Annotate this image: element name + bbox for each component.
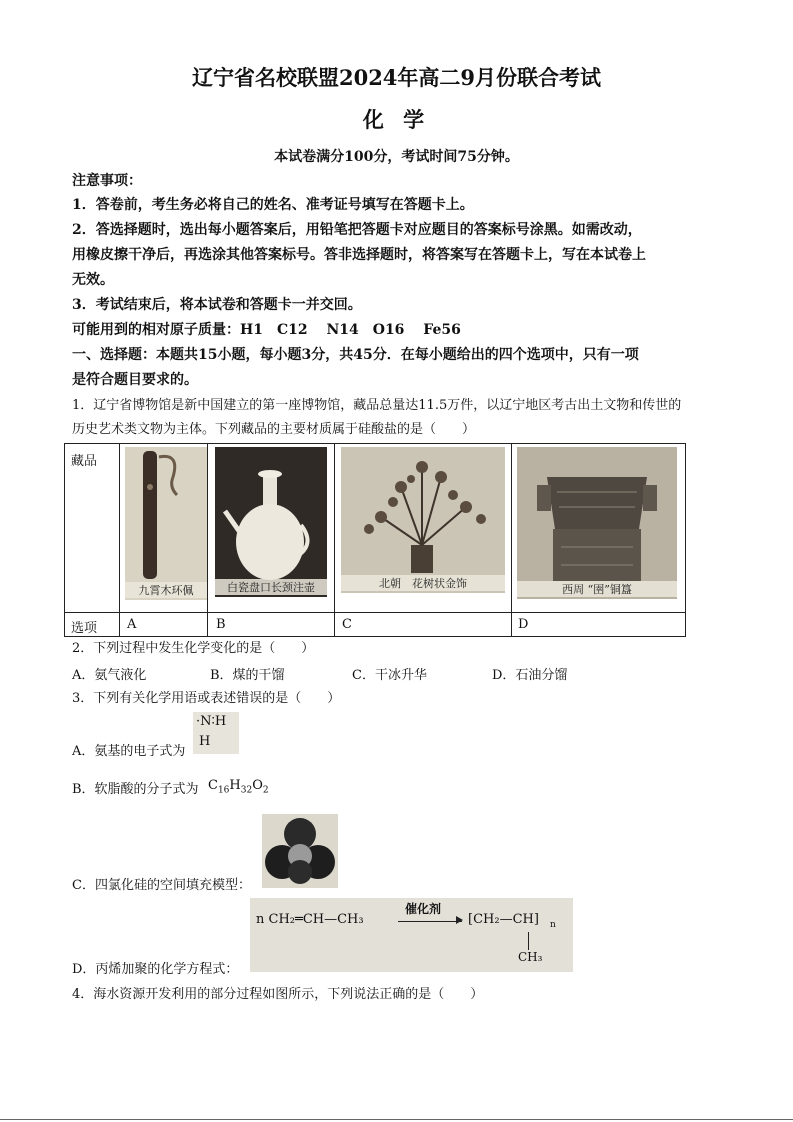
q3-option-c: C．四氯化硅的空间填充模型： xyxy=(72,878,251,893)
photo-porcelain-ewer xyxy=(215,447,327,597)
exam-title: 辽宁省名校联盟2024年高二9月份联合考试 xyxy=(191,65,602,90)
photo-bronze-gui xyxy=(517,447,677,599)
notice-item-3: 3．考试结束后，将本试卷和答题卡一并交回。 xyxy=(72,297,362,313)
notice-heading: 注意事项： xyxy=(72,173,142,189)
sicl4-space-filling-model xyxy=(262,814,338,888)
bronze-gui-image xyxy=(517,447,677,599)
notice-item-2b: 用橡皮擦干净后，再选涂其他答案标号。答非选择题时，将答案写在答题卡上，写在本试卷上 xyxy=(72,247,646,263)
propylene-polymerization-equation: n CH₂═CH—CH₃ 催化剂 [CH₂—CH] n CH₃ xyxy=(250,898,573,972)
q4-stem: 4．海水资源开发利用的部分过程如图所示，下列说法正确的是（ ） xyxy=(72,987,484,1002)
q1-stem-line1: 1．辽宁省博物馆是新中国建立的第一座博物馆，藏品总量达11.5万件，以辽宁地区考古出土文物和传世的 xyxy=(72,398,682,413)
q3-option-a: A．氨基的电子式为 xyxy=(72,744,186,759)
caption-a: 九霄木环佩 xyxy=(125,582,207,598)
q3-option-d: D．丙烯加聚的化学方程式： xyxy=(72,962,239,977)
q1-stem-line2: 历史艺术类文物为主体。下列藏品的主要材质属于硅酸盐的是（ ） xyxy=(72,422,476,437)
section-heading-2: 是符合题目要求的。 xyxy=(72,372,198,388)
row-label-options: 选项 xyxy=(71,621,98,636)
subject-title: 化 学 xyxy=(362,107,431,132)
porcelain-ewer-image xyxy=(215,447,327,597)
option-c-label: C xyxy=(342,617,352,632)
notice-item-2a: 2．答选择题时，选出每小题答案后，用铅笔把答题卡对应题目的答案标号涂黑。如需改动， xyxy=(72,222,642,238)
jade-ornament-image xyxy=(125,447,207,600)
page-bottom-rule xyxy=(0,1119,793,1120)
option-a-label: A xyxy=(127,617,137,632)
q1-table xyxy=(64,443,686,637)
caption-d: 西周 “圉”铜簋 xyxy=(517,581,677,597)
row-label-items: 藏品 xyxy=(71,454,98,469)
caption-c: 北朝 花树状金饰 xyxy=(341,575,505,591)
q2-option-d: D．石油分馏 xyxy=(492,668,568,683)
notice-item-1: 1．答卷前，考生务必将自己的姓名、准考证号填写在答题卡上。 xyxy=(72,197,474,213)
atomic-masses: 可能用到的相对原子质量：H1 C12 N14 O16 Fe56 xyxy=(72,322,461,338)
gold-tree-image xyxy=(341,447,505,593)
q2-option-a: A．氨气液化 xyxy=(72,668,147,683)
q2-stem: 2．下列过程中发生化学变化的是（ ） xyxy=(72,641,315,656)
notice-item-2c: 无效。 xyxy=(72,272,114,288)
caption-b: 白瓷盘口长颈注壶 xyxy=(215,579,327,595)
section-heading-1: 一、选择题：本题共15小题，每小题3分，共45分．在每小题给出的四个选项中，只有一项 xyxy=(72,347,639,363)
amino-electron-formula: ·N∶H H xyxy=(193,712,239,754)
palmitic-acid-formula: $C_{16}H_{32}O_2$ xyxy=(208,778,269,796)
q2-option-c: C．干冰升华 xyxy=(352,668,427,683)
option-b-label: B xyxy=(216,617,226,632)
q2-option-b: B．煤的干馏 xyxy=(210,668,285,683)
photo-jade-ornament xyxy=(125,447,207,600)
q3-stem: 3．下列有关化学用语或表述错误的是（ ） xyxy=(72,691,341,706)
space-filling-model-image xyxy=(262,814,338,888)
q3-option-b: B．软脂酸的分子式为 xyxy=(72,782,199,797)
exam-info: 本试卷满分100分，考试时间75分钟。 xyxy=(274,149,519,165)
option-d-label: D xyxy=(518,617,529,632)
photo-gold-tree xyxy=(341,447,505,593)
